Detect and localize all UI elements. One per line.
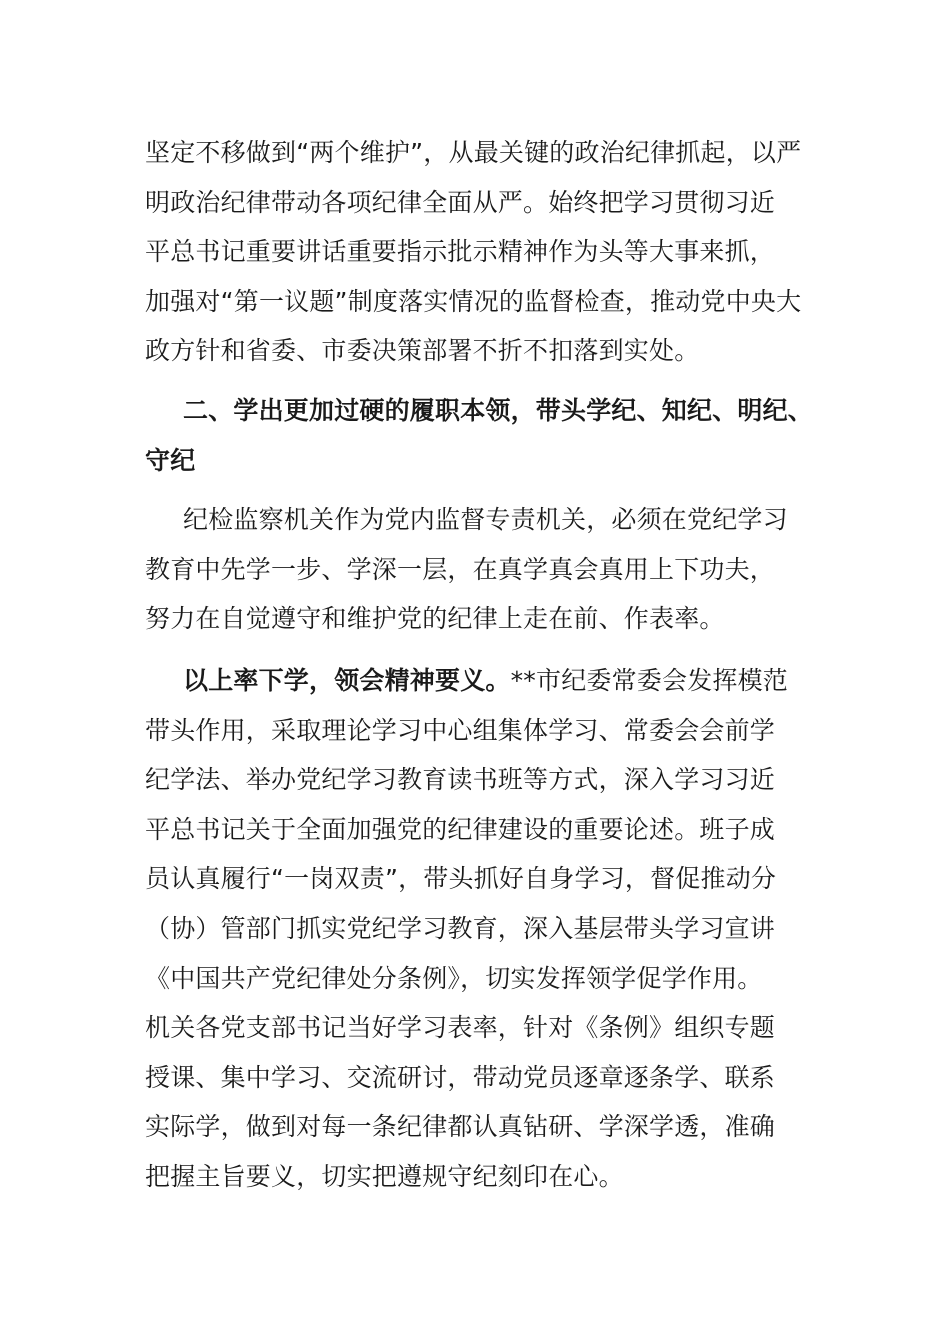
paragraph-spacer [145,376,810,386]
heading-line: 守纪 [145,445,196,475]
text-line: 坚定不移做到“两个维护”，从最关键的政治纪律抓起，以严 [145,138,802,167]
text-line: 加强对“第一议题”制度落实情况的监督检查，推动党中央大 [145,286,802,316]
text-line: （协）管部门抓实党纪学习教育，深入基层带头学习宣讲 [145,913,776,943]
paragraph-body [145,656,810,1202]
text-line: 政方针和省委、市委决策部署不折不扣落到实处。 [145,336,700,366]
paragraph-intro [145,495,810,644]
paragraph-continuation [145,128,810,376]
text-line: 纪学法、举办党纪学习教育读书班等方式，深入学习习近 [145,765,776,795]
text-line: 机关各党支部书记当好学习表率，针对《条例》组织专题 [145,1013,776,1043]
text-line: 实际学，做到对每一条纪律都认真钻研、学深学透，准确 [145,1112,776,1142]
text-line: 《中国共产党纪律处分条例》，切实发挥领学促学作用。 [145,963,763,993]
paragraph-spacer [145,644,810,656]
section-heading [145,386,814,485]
text-line: 平总书记关于全面加强党的纪律建设的重要论述。班子成 [145,814,776,844]
text-line: 平总书记重要讲话重要指示批示精神作为头等大事来抓， [145,237,776,267]
text-line: 授课、集中学习、交流研讨，带动党员逐章逐条学、联系 [145,1062,776,1092]
paragraph-lead-rest: **市纪委常委会发挥模范 [510,665,789,695]
document-page [145,128,814,1201]
text-line: 明政治纪律带动各项纪律全面从严。始终把学习贯彻习近 [145,187,776,217]
text-line: 纪检监察机关作为党内监督专责机关，必须在党纪学习 [183,505,788,535]
paragraph-lead-bold: 以上率下学，领会精神要义。 [183,665,511,695]
text-line: 员认真履行“一岗双责”，带头抓好自身学习，督促推动分 [145,864,777,894]
text-line: 努力在自觉遵守和维护党的纪律上走在前、作表率。 [145,604,725,634]
text-line: 教育中先学一步、学深一层，在真学真会真用上下功夫， [145,554,776,584]
text-line: 把握主旨要义，切实把遵规守纪刻印在心。 [145,1161,624,1191]
text-line-first [145,656,810,706]
text-line: 带头作用，采取理论学习中心组集体学习、常委会会前学 [145,715,776,745]
heading-line: 二、学出更加过硬的履职本领，带头学纪、知纪、明纪、 [183,395,814,425]
paragraph-spacer [145,485,810,495]
